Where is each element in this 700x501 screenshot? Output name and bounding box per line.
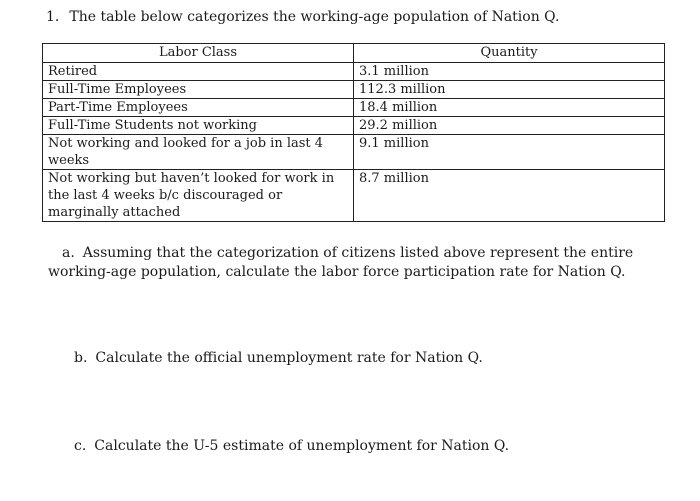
part-c-letter: c. — [74, 438, 87, 454]
quantity-cell: 29.2 million — [354, 117, 665, 135]
part-a-line1: Assuming that the categorization of citizens listed above represent the entire — [82, 245, 634, 261]
part-a-line2: working-age population, calculate the labor force participation rate for Nation Q. — [48, 264, 626, 280]
labor-class-cell: Full-Time Employees — [43, 81, 354, 99]
part-c-text: Calculate the U-5 estimate of unemployment for Nation Q. — [94, 438, 510, 454]
labor-class-cell: Not working but haven’t looked for work in the last 4 weeks b/c discouraged or marginally attached — [43, 170, 354, 222]
part-c — [74, 438, 509, 454]
quantity-cell: 9.1 million — [354, 135, 665, 170]
table-row — [43, 81, 665, 99]
table-row — [43, 99, 665, 117]
quantity-cell: 3.1 million — [354, 63, 665, 81]
question-number: 1. — [46, 9, 60, 25]
table-header-row — [43, 44, 665, 63]
part-a — [48, 244, 633, 282]
header-quantity: Quantity — [354, 44, 665, 63]
table-row — [43, 170, 665, 222]
part-b-text: Calculate the official unemployment rate for Nation Q. — [95, 350, 483, 366]
quantity-cell: 112.3 million — [354, 81, 665, 99]
table-row — [43, 135, 665, 170]
part-a-letter: a. — [62, 245, 75, 261]
table-row — [43, 117, 665, 135]
part-b — [74, 350, 483, 366]
quantity-cell: 8.7 million — [354, 170, 665, 222]
question-text: The table below categorizes the working-age population of Nation Q. — [69, 9, 560, 25]
quantity-cell: 18.4 million — [354, 99, 665, 117]
table-row — [43, 63, 665, 81]
part-b-letter: b. — [74, 350, 88, 366]
labor-class-cell: Retired — [43, 63, 354, 81]
labor-class-table — [42, 43, 665, 222]
header-labor-class: Labor Class — [43, 44, 354, 63]
question-title — [46, 9, 559, 25]
labor-class-cell: Part-Time Employees — [43, 99, 354, 117]
labor-class-cell: Not working and looked for a job in last 4 weeks — [43, 135, 354, 170]
labor-class-cell: Full-Time Students not working — [43, 117, 354, 135]
